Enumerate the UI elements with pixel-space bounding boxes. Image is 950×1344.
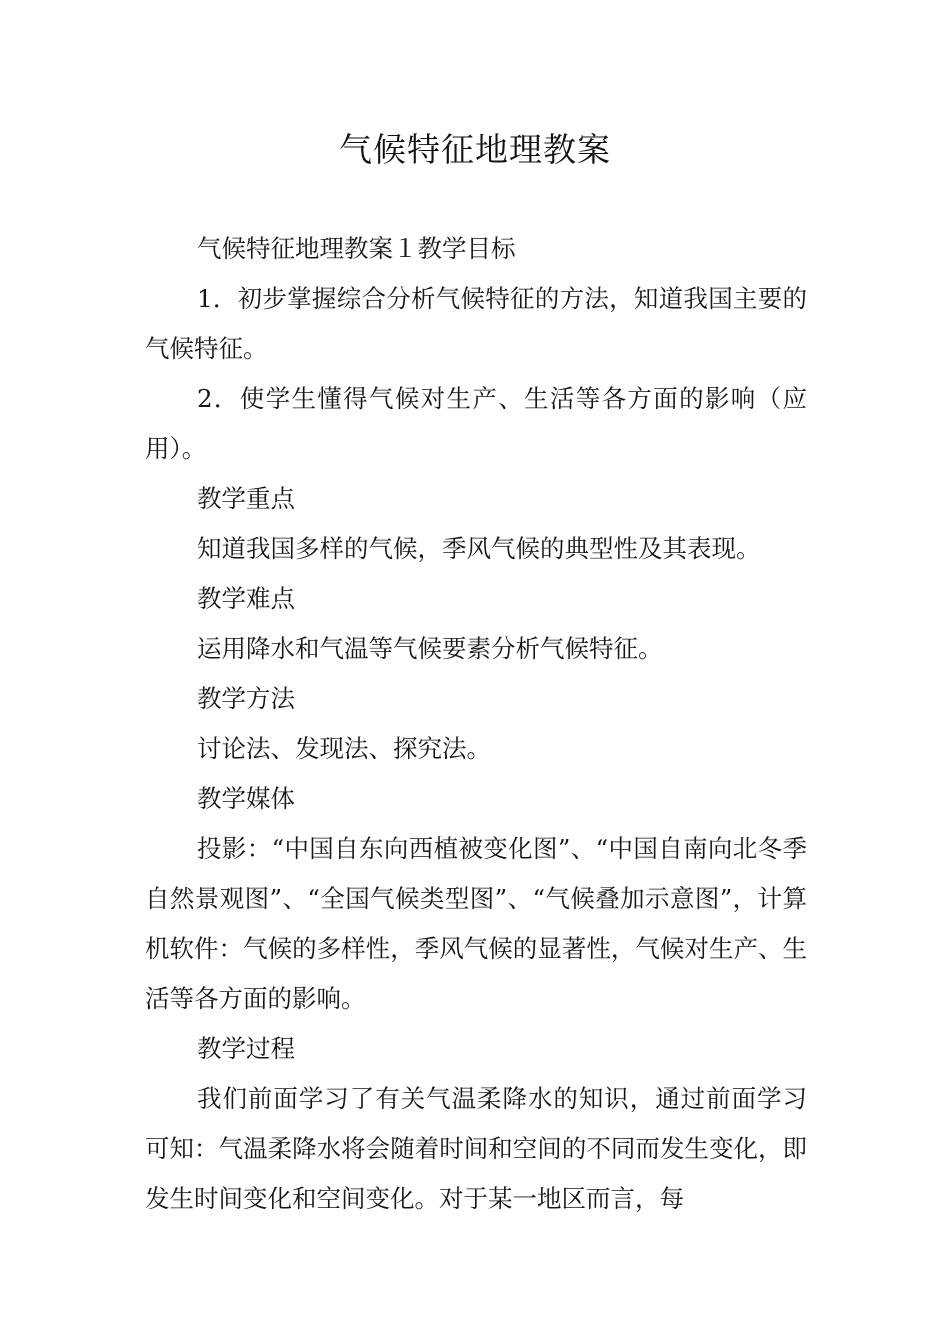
document-title: 气候特征地理教案	[339, 130, 611, 169]
media-text: 投影：“中国自东向西植被变化图”、“中国自南向北冬季自然景观图”、“全国气候类型图”、“气候叠加示意图”，计算机软件：气候的多样性，季风气候的显著性，气候对生产、生活等各方面的影响。	[145, 834, 807, 1013]
process-text: 我们前面学习了有关气温柔降水的知识，通过前面学习可知：气温柔降水将会随着时间和空间的不同而发生变化，即发生时间变化和空间变化。对于某一地区而言，每	[145, 1084, 807, 1213]
difficulties-text: 运用降水和气温等气候要素分析气候特征。	[197, 634, 663, 663]
section-heading-objectives: 气候特征地理教案１教学目标	[197, 234, 516, 263]
objective-item-1: 1．初步掌握综合分析气候特征的方法，知道我国主要的气候特征。	[145, 284, 807, 363]
objective-item-2: 2．使学生懂得气候对生产、生活等各方面的影响（应用）。	[145, 384, 807, 463]
section-heading-methods: 教学方法	[197, 684, 295, 713]
section-heading-key-points: 教学重点	[197, 484, 295, 513]
key-points-text: 知道我国多样的气候，季风气候的典型性及其表现。	[197, 534, 761, 563]
section-heading-difficulties: 教学难点	[197, 584, 295, 613]
section-heading-media: 教学媒体	[197, 784, 295, 813]
document-body	[145, 224, 807, 1224]
section-heading-process: 教学过程	[197, 1034, 295, 1063]
methods-text: 讨论法、发现法、探究法。	[197, 734, 491, 763]
